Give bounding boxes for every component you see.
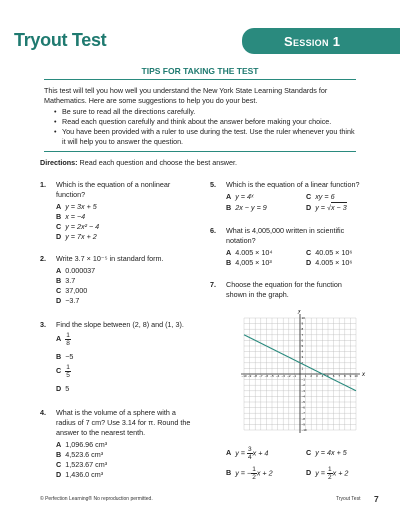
question-number: 4. xyxy=(40,408,46,417)
x-tick-label: −7 xyxy=(259,374,263,379)
option-d[interactable]: D y = $\frac{1}{2}$ x + 2 xyxy=(306,466,349,481)
question-text: What is the volume of a sphere with a xyxy=(56,408,176,417)
directions xyxy=(40,158,237,167)
x-tick-label: 6 xyxy=(332,374,335,379)
x-tick-label: −3 xyxy=(281,374,285,379)
x-tick-label: −2 xyxy=(287,374,291,379)
option-c[interactable]: C xy = 6 xyxy=(306,192,335,201)
question-text: Which is the equation of a nonlinear xyxy=(56,180,171,189)
y-tick-label: 4 xyxy=(301,349,304,354)
page-title: Tryout Test xyxy=(14,30,107,50)
session-badge: Session 1 xyxy=(242,28,400,54)
question-text: Write 3.7 × 10⁻⁵ in standard form. xyxy=(56,254,164,263)
question-number: 7. xyxy=(210,280,216,289)
y-tick-label: −9 xyxy=(301,422,305,427)
page-number: 7 xyxy=(374,494,379,504)
y-tick-label: 5 xyxy=(301,344,304,348)
option-c[interactable]: C 1,523.67 cm³ xyxy=(56,460,108,469)
y-tick-label: 8 xyxy=(301,327,304,332)
option-c[interactable]: C $\frac{1}{5}$ xyxy=(56,364,70,379)
y-tick-label: −2 xyxy=(301,383,305,388)
tip-item: • Be sure to read all the directions carefully. xyxy=(54,107,356,117)
option-b[interactable]: B 2x − y = 9 xyxy=(226,203,267,212)
question-text: radius of 7 cm? Use 3.14 for π. Round the xyxy=(56,418,191,427)
tips-list xyxy=(44,107,356,147)
question-text: answer to the nearest tenth. xyxy=(56,428,146,437)
footer-section: Tryout Test xyxy=(336,496,361,502)
directions-text: Read each question and choose the best answer. xyxy=(77,158,237,167)
option-c[interactable]: C y = 2x² − 4 xyxy=(56,222,100,231)
y-tick-label: 7 xyxy=(301,332,304,337)
left-column xyxy=(40,180,210,490)
x-tick-label: 4 xyxy=(321,374,324,379)
option-b[interactable]: B 4,005 × 10³ xyxy=(226,258,272,267)
option-a[interactable]: A 4.005 × 10⁴ xyxy=(226,248,273,257)
y-tick-label: −7 xyxy=(301,411,305,416)
page-header xyxy=(0,0,400,60)
question-number: 2. xyxy=(40,254,46,263)
option-c[interactable]: C 40.05 × 10⁶ xyxy=(306,248,353,257)
question-number: 1. xyxy=(40,180,46,189)
x-tick-label: 1 xyxy=(304,374,307,379)
x-tick-label: −8 xyxy=(253,374,257,379)
x-tick-label: −6 xyxy=(264,374,269,379)
option-c[interactable]: C 37,000 xyxy=(56,286,88,295)
x-tick-label: 3 xyxy=(315,374,318,379)
tips-intro: This test will tell you how well you understand the New York State Learning Standards for Mathematics. Here are some suggestions to help you do your best. xyxy=(44,86,328,105)
y-tick-label: −1 xyxy=(301,377,305,382)
y-tick-label: −3 xyxy=(301,388,305,393)
x-tick-label: 10 xyxy=(354,374,358,379)
option-a[interactable]: A y = 3x + 5 xyxy=(56,202,97,211)
y-tick-label: −10 xyxy=(301,428,307,432)
x-tick-label: 2 xyxy=(310,374,313,379)
y-tick-label: 2 xyxy=(301,360,304,365)
tips-title: TIPS FOR TAKING THE TEST xyxy=(44,66,356,80)
y-tick-label: 3 xyxy=(301,355,304,360)
option-d[interactable]: D 4.005 × 10⁶ xyxy=(306,258,353,267)
question-text: Find the slope between (2, 8) and (1, 3). xyxy=(56,320,184,329)
y-tick-label: 10 xyxy=(301,316,305,320)
option-a[interactable]: A $\frac{1}{8}$ xyxy=(56,332,70,347)
question-number: 5. xyxy=(210,180,216,189)
option-b[interactable]: B x = −4 xyxy=(56,212,86,221)
x-tick-label: 8 xyxy=(343,374,346,379)
option-b[interactable]: B y = − $\frac{1}{2}$ x + 2 xyxy=(226,466,273,481)
question-number: 3. xyxy=(40,320,46,329)
x-tick-label: 9 xyxy=(349,374,352,379)
y-tick-label: 1 xyxy=(301,366,304,371)
x-tick-label: −9 xyxy=(247,374,252,379)
question-text: Which is the equation of a linear function? xyxy=(226,180,360,189)
y-tick-label: 6 xyxy=(301,338,304,343)
radical-icon: √ xyxy=(327,203,331,212)
option-a[interactable]: A 0.000037 xyxy=(56,266,96,275)
x-axis-label: x xyxy=(362,372,365,378)
option-a[interactable]: A y = $\frac{3}{4}$ x + 4 xyxy=(226,446,269,461)
option-c[interactable]: C y = 4x + 5 xyxy=(306,448,347,457)
copyright: © Perfection Learning® No reproduction permitted. xyxy=(40,496,153,502)
x-tick-label: 7 xyxy=(338,374,341,379)
option-b[interactable]: B −5 xyxy=(56,352,74,361)
question-number: 6. xyxy=(210,226,216,235)
x-tick-label: −5 xyxy=(270,374,274,379)
tip-item: • Read each question carefully and think about the answer before making your choice. xyxy=(54,117,356,127)
option-d[interactable]: D y = √x − 3 xyxy=(306,203,347,212)
option-d[interactable]: D y = 7x + 2 xyxy=(56,232,97,241)
coordinate-graph xyxy=(232,310,382,440)
question-text: function? xyxy=(56,190,86,199)
option-d[interactable]: D 5 xyxy=(56,384,70,393)
x-tick-label: −10 xyxy=(241,374,247,379)
option-b[interactable]: B 3.7 xyxy=(56,276,76,285)
tips-body xyxy=(44,84,356,152)
question-text: notation? xyxy=(226,236,256,245)
y-axis-label: y xyxy=(298,310,301,314)
option-b[interactable]: B 4,523.6 cm³ xyxy=(56,450,104,459)
question-text: shown in the graph. xyxy=(226,290,289,299)
y-tick-label: −8 xyxy=(301,416,305,421)
x-tick-label: −4 xyxy=(275,374,280,379)
tip-item: • You have been provided with a ruler to use during the test. Use the ruler whenever you think it will help you to answer the question. xyxy=(54,127,356,147)
question-text: Choose the equation for the function xyxy=(226,280,342,289)
option-d[interactable]: D 1,436.0 cm³ xyxy=(56,470,104,479)
y-tick-label: 9 xyxy=(301,321,304,326)
y-tick-label: −4 xyxy=(301,394,305,399)
tips-section xyxy=(44,66,356,152)
option-d[interactable]: D −3.7 xyxy=(56,296,80,305)
y-tick-label: −6 xyxy=(301,405,305,410)
y-tick-label: −5 xyxy=(301,400,305,404)
question-text: What is 4,005,000 written in scientific xyxy=(226,226,345,235)
x-tick-label: −1 xyxy=(292,374,297,379)
option-a[interactable]: A y = 4ˣ xyxy=(226,192,254,201)
directions-label: Directions: xyxy=(40,158,78,167)
option-a[interactable]: A 1,096.96 cm³ xyxy=(56,440,108,449)
